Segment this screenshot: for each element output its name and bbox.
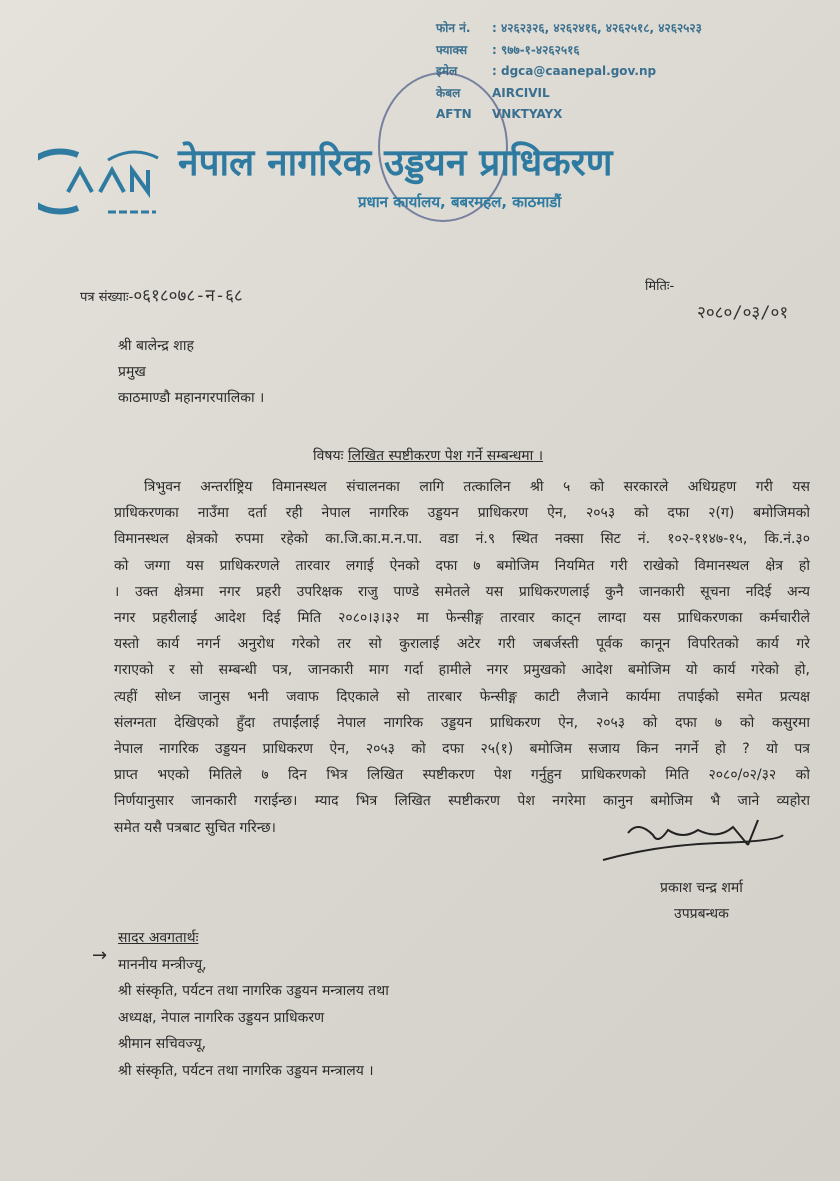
organization-address: प्रधान कार्यालय, बबरमहल, काठमाडौं [358,193,562,211]
recipient-block [118,333,264,411]
body-line: नेपाल नागरिक उड्डयन प्राधिकरण ऐन, २०५३ को दफा २५(१) बमोजिम सजाय किन नगर्ने हो ? यो पत्र [114,741,810,758]
organization-name: नेपाल नागरिक उड्डयन प्राधिकरण [178,141,613,184]
body-line: त्रिभुवन अन्तर्राष्ट्रिय विमानस्थल संचालनका लागि तत्कालिन श्री ५ को सरकारले अधिग्रहण गरी यस [144,479,810,495]
contact-aftn: AFTN VNKTYAYX [436,107,563,121]
cc-line: अध्यक्ष, नेपाल नागरिक उड्डयन प्राधिकरण [118,1009,325,1026]
letter-body [114,474,810,841]
body-line: गराएको र सो सम्बन्धी पत्र, जानकारी माग गर्दा हामीले नगर प्रमुखको आदेश बमोजिम यो कार्य गरेको हो, [114,662,810,679]
cc-block [118,925,389,1084]
signatory-name: प्रकाश चन्द्र शर्मा [660,880,743,896]
letter-date: मितिः- २०८०/०३/०१ [645,279,789,323]
caan-logo [38,140,168,220]
cc-line: श्रीमान सचिवज्यू, [118,1036,207,1052]
subject-line: विषयः लिखित स्पष्टीकरण पेश गर्ने सम्बन्धमा । [313,448,544,464]
body-line: निर्णयानुसार जानकारी गराईन्छ। म्याद भित्र लिखित स्पष्टीकरण पेश नगरेमा कानुन बमोजिम भै जाने व्यहोरा [114,793,810,810]
signature [598,815,788,870]
cc-line: श्री संस्कृति, पर्यटन तथा नागरिक उड्डयन मन्त्रालय तथा [118,983,389,999]
recipient-office: काठमाण्डौ महानगरपालिका । [118,390,265,406]
handwritten-arrow-icon: → [92,945,108,966]
body-line: यस्तो कार्य नगर्न अनुरोध गरेको तर सो कुरालाई अटेर गरी जबर्जस्ती पूर्वक कानून विपरितको कार्य गरे [114,636,810,653]
contact-cable: केबल AIRCIVIL [436,85,550,100]
body-line: को जग्गा यस प्राधिकरणले तारवार लगाई ऐनको दफा ७ बमोजिम नियमित गरी राखेको विमानस्थल क्षेत्र हो [114,557,810,574]
contact-phone: फोन नं. : ४२६२३२६, ४२६२४१६, ४२६२५१८, ४२६२५२३ [436,21,702,35]
body-line: प्राधिकरणका नाउँमा दर्ता रही नेपाल नागरिक उड्डयन प्राधिकरण ऐन, २०५३ को दफा २(ग) बमोजिमको [114,505,810,522]
reference-number: पत्र संख्याः-०६१८०७८-न-६८ [80,286,243,306]
contact-email: इमेल : dgca@caanepal.gov.np [436,64,657,78]
cc-line: माननीय मन्त्रीज्यू, [118,956,207,973]
body-line: त्यहीं सोध्न जानुस भनी जवाफ दिएकाले सो तारबार फेन्सीङ्ग काटी लैजाने कार्यमा तपाईको समेत प्रत्यक्ष [114,688,810,705]
body-line: । उक्त क्षेत्रमा नगर प्रहरी उपरिक्षक राजु पाण्डे समेतले यस प्राधिकरणलाई कुनै जानकारी सूचना नदिई अन्य [114,583,810,600]
recipient-title: प्रमुख [118,364,146,380]
body-line: नगर प्रहरीलाई आदेश दिई मिति २०८०।३।३२ मा फेन्सीङ्ग तारवार काट्न लाग्दा यस प्राधिकरणका कर्मचारीले [114,610,810,627]
signatory-block [660,875,743,927]
body-line: संलग्नता देखिएको हुँदा तपाईंलाई नेपाल नागरिक उड्डयन प्राधिकरण ऐन, २०५३ को दफा ७ को कसुरमा [114,714,810,731]
body-line: समेत यसै पत्रबाट सुचित गरिन्छ। [114,819,276,836]
contact-fax: फ्याक्स : ९७७-१-४२६२५१६ [436,42,580,57]
body-line: प्राप्त भएको मितिले ७ दिन भित्र लिखित स्पष्टीकरण पेश गर्नुहुन प्राधिकरणको मिति २०८०/०२/३२ को [114,767,810,784]
body-line: विमानस्थल क्षेत्रको रुपमा रहेको का.जि.का.म.न.पा. वडा नं.९ स्थित नक्सा सिट नं. १०२-११४७-१५, कि.नं.३० [114,531,810,548]
cc-heading: सादर अवगतार्थः [118,930,199,946]
signatory-title: उपप्रबन्धक [674,906,729,922]
cc-line: श्री संस्कृति, पर्यटन तथा नागरिक उड्डयन मन्त्रालय । [118,1062,374,1079]
recipient-name: श्री बालेन्द्र शाह [118,338,194,354]
